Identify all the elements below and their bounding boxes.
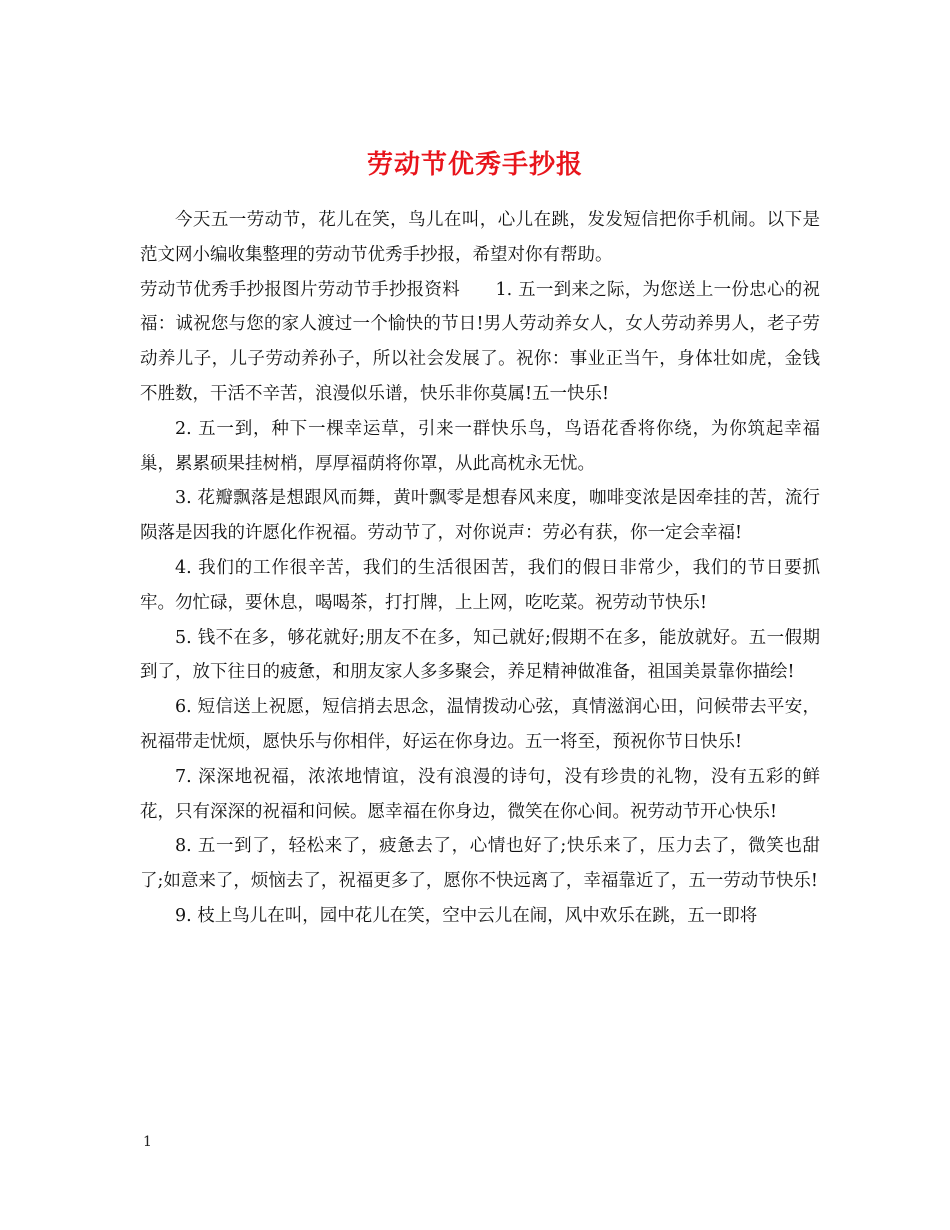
page-number: 1	[143, 1134, 152, 1150]
wish-paragraph-8: 8. 五一到了，轻松来了，疲惫去了，心情也好了;快乐来了，压力去了，微笑也甜了;如意来了，烦恼去了，祝福更多了，愿你不快远离了，幸福靠近了，五一劳动节快乐!	[140, 836, 820, 892]
wish-paragraph-3: 3. 花瓣飘落是想跟风而舞，黄叶飘零是想春风来度，咖啡变浓是因牵挂的苦，流行陨落是因我的许愿化作祝福。劳动节了，对你说声：劳必有获，你一定会幸福!	[140, 488, 820, 544]
wish-paragraph-7: 7. 深深地祝福，浓浓地情谊，没有浪漫的诗句，没有珍贵的礼物，没有五彩的鲜花，只有深深的祝福和问候。愿幸福在你身边，微笑在你心间。祝劳动节开心快乐!	[140, 766, 820, 822]
intro-paragraph: 今天五一劳动节，花儿在笑，鸟儿在叫，心儿在跳，发发短信把你手机闹。以下是范文网小编收集整理的劳动节优秀手抄报，希望对你有帮助。	[140, 210, 820, 265]
wish-paragraph-5: 5. 钱不在多，够花就好;朋友不在多，知己就好;假期不在多，能放就好。五一假期到了，放下往日的疲惫，和朋友家人多多聚会，养足精神做准备，祖国美景靠你描绘!	[140, 627, 820, 683]
resource-paragraph-1: 劳动节优秀手抄报图片劳动节手抄报资料 1. 五一到来之际，为您送上一份忠心的祝福：诚祝您与您的家人渡过一个愉快的节日!男人劳动养女人，女人劳动养男人，老子劳动养儿子，儿子劳动养孙子，所以社会发展了。祝你：事业正当午，身体壮如虎，金钱不胜数，干活不辛苦，浪漫似乐谱，快乐非你莫属!五一快乐!	[140, 279, 820, 404]
wish-paragraph-6: 6. 短信送上祝愿，短信捎去思念，温情拨动心弦，真情滋润心田，问候带去平安，祝福带走忧烦，愿快乐与你相伴，好运在你身边。五一将至，预祝你节日快乐!	[140, 697, 820, 752]
document-title: 劳动节优秀手抄报	[366, 150, 583, 181]
wish-paragraph-9: 9. 枝上鸟儿在叫，园中花儿在笑，空中云儿在闹，风中欢乐在跳，五一即将	[175, 905, 758, 926]
document-body	[140, 203, 820, 934]
wish-paragraph-4: 4. 我们的工作很辛苦，我们的生活很困苦，我们的假日非常少，我们的节日要抓牢。勿忙碌，要休息，喝喝茶，打打牌，上上网，吃吃菜。祝劳动节快乐!	[140, 557, 820, 613]
wish-paragraph-2: 2. 五一到，种下一棵幸运草，引来一群快乐鸟，鸟语花香将你绕，为你筑起幸福巢，累累硕果挂树梢，厚厚福荫将你罩，从此高枕永无忧。	[140, 418, 820, 474]
